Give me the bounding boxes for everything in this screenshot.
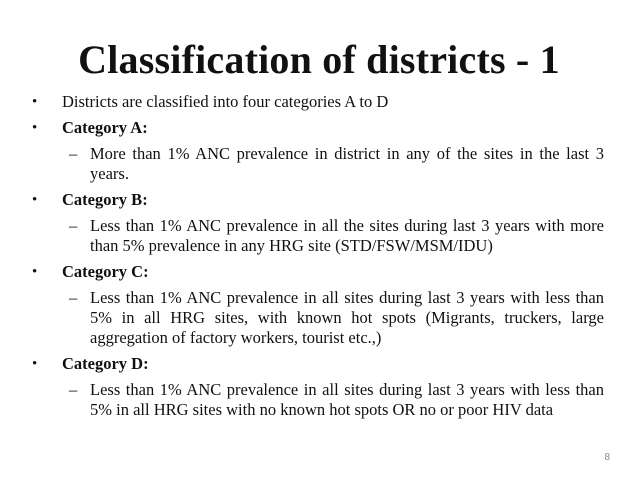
- bullet-list: [30, 92, 604, 426]
- bullet-category-c: [30, 262, 604, 282]
- sub-bullet-category-a: [30, 144, 604, 184]
- sub-bullet-text: Less than 1% ANC prevalence in all sites during last 3 years with less than 5% in all HRG sites, with known hot spots (Migrants, truckers, large aggregation of factory workers, tourist etc.,): [90, 288, 604, 347]
- sub-bullet-text: More than 1% ANC prevalence in district in any of the sites in the last 3 years.: [90, 144, 604, 183]
- dash-marker: –: [69, 216, 78, 235]
- sub-bullet-category-d: [30, 380, 604, 420]
- sub-bullet-category-b: [30, 216, 604, 256]
- bullet-marker: •: [32, 356, 38, 372]
- bullet-intro: [30, 92, 604, 112]
- sub-bullet-text: Less than 1% ANC prevalence in all sites during last 3 years with less than 5% in all HRG sites with no known hot spots OR no or poor HIV data: [90, 380, 604, 419]
- bullet-marker: •: [32, 120, 38, 136]
- dash-marker: –: [69, 380, 78, 399]
- dash-marker: –: [69, 144, 78, 163]
- bullet-category-a: [30, 118, 604, 138]
- bullet-text: Districts are classified into four categories A to D: [62, 92, 389, 111]
- dash-marker: –: [69, 288, 78, 307]
- page-number: 8: [604, 452, 610, 463]
- sub-bullet-category-c: [30, 288, 604, 348]
- bullet-marker: •: [32, 192, 38, 208]
- bullet-marker: •: [32, 264, 38, 280]
- sub-bullet-text: Less than 1% ANC prevalence in all the sites during last 3 years with more than 5% prevalence in any HRG site (STD/FSW/MSM/IDU): [90, 216, 604, 255]
- category-heading: Category A:: [62, 118, 148, 137]
- bullet-category-b: [30, 190, 604, 210]
- category-heading: Category B:: [62, 190, 148, 209]
- bullet-marker: •: [32, 94, 38, 110]
- category-heading: Category D:: [62, 354, 149, 373]
- category-heading: Category C:: [62, 262, 149, 281]
- slide-title: Classification of districts - 1: [78, 37, 560, 82]
- bullet-category-d: [30, 354, 604, 374]
